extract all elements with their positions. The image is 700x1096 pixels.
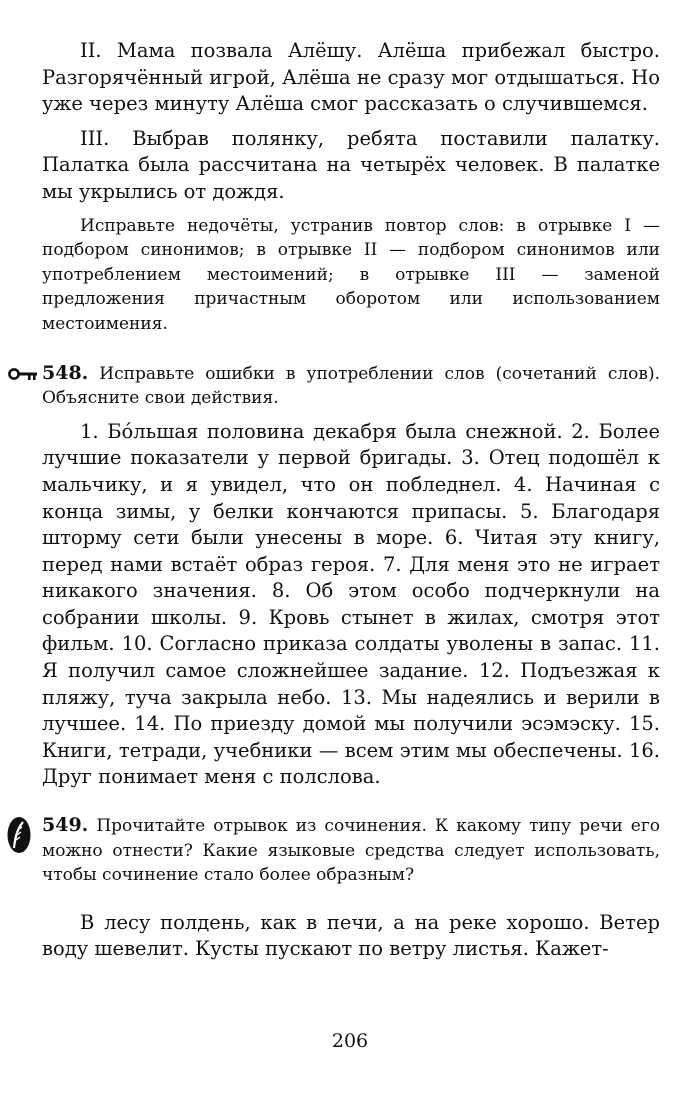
instruction-547: Исправьте недочёты, устранив повтор слов: в отрывке I — подбором синонимов; в отрывке II — подбором синонимов или употреблением местоимений; в отрывке III — заменой предложения причастным оборотом или использованием местоимения.: [42, 215, 660, 334]
task-548-text: Исправьте ошибки в употреблении слов (сочетаний слов). Объясните свои действия.: [42, 363, 660, 409]
list-548: 1. Бóльшая половина декабря была снежной. 2. Более лучшие показатели у первой бригады. 3. Отец подошёл к мальчику, и я увидел, что он побледнел. 4. Начиная с конца зимы, у белки кончаются припасы. 5. Благодаря шторму сети были унесены в море. 6. Читая эту книгу, перед нами встаёт образ героя. 7. Для меня это не играет никакого значения. 8. Об этом особо подчеркнули на собрании школы. 9. Кровь стынет в жилах, смотря этот фильм. 10. Согласно приказа солдаты уволены в запас. 11. Я получил самое сложнейшее задание. 12. Подъезжая к пляжу, туча закрыла небо. 13. Мы надеялись и верили в лучшее. 14. По приезду домой мы получили эсэмэску. 15. Книги, тетради, учебники — всем этим мы обеспечены. 16. Друг понимает меня с полслова.: [42, 419, 660, 789]
essay-549: В лесу полдень, как в печи, а на реке хорошо. Ветер воду шевелит. Кусты пускают по ветру листья. Кажет-: [42, 910, 660, 961]
paragraph-iii: III. Выбрав полянку, ребята поставили палатку. Палатка была рассчитана на четырёх человек. В палатке мы укрылись от дождя.: [42, 126, 660, 203]
page-content: [42, 38, 660, 963]
page-number: 206: [331, 1030, 369, 1052]
task-548: [42, 361, 660, 411]
task-548-number: 548.: [42, 361, 89, 384]
pen-icon: [6, 815, 32, 855]
key-icon: [8, 367, 38, 381]
paragraph-ii: II. Мама позвала Алёшу. Алёша прибежал быстро. Разгорячённый игрой, Алёша не сразу мог отдышаться. Но уже через минуту Алёша смог рассказать о случившемся.: [42, 39, 660, 116]
task-549-number: 549.: [42, 814, 89, 837]
task-549-text: Прочитайте отрывок из сочинения. К какому типу речи его можно отнести? Какие языковые средства следует использовать, чтобы сочинение стало более образным?: [42, 816, 660, 886]
task-549: [42, 813, 660, 888]
